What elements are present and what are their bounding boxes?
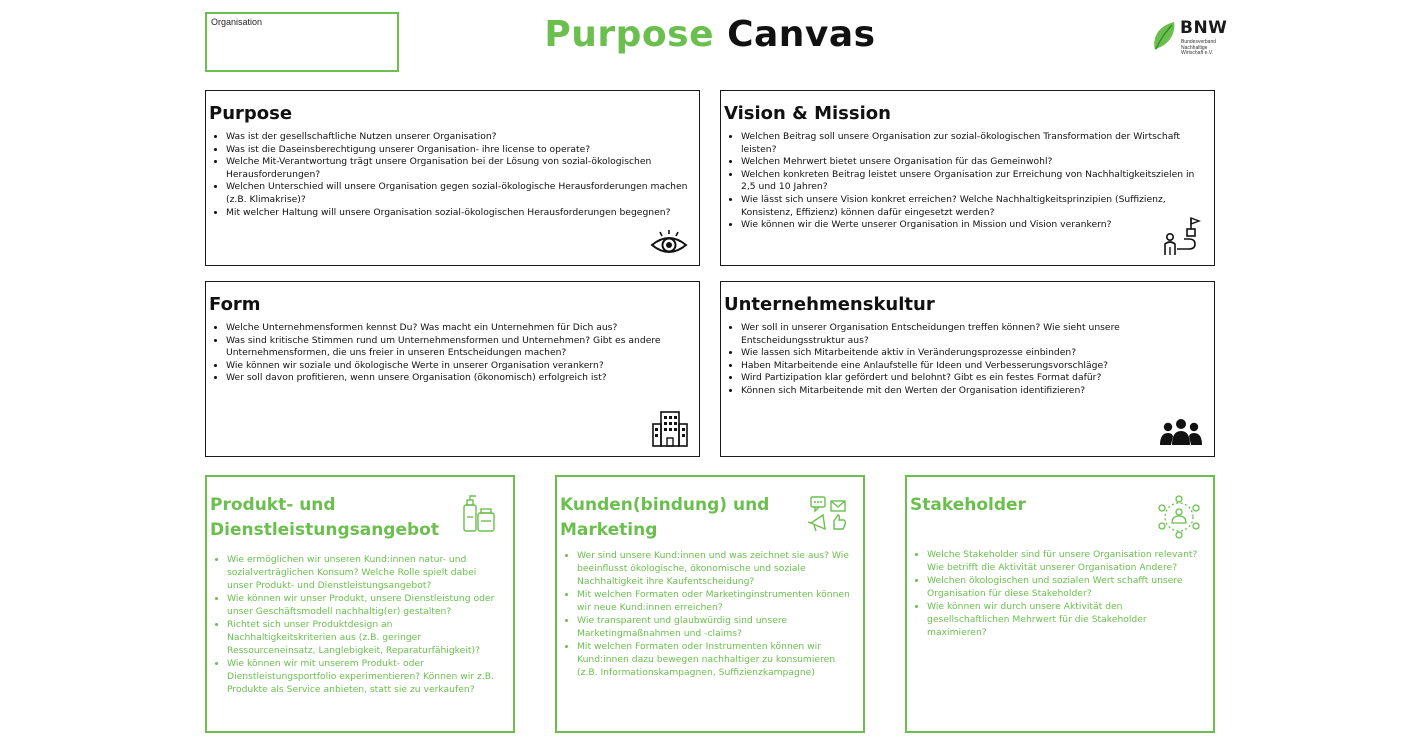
list-item: • Welchen Unterschied will unsere Organisation gegen sozial-ökologische Herausforderungen machen (z.B. Klimakrise)? [226, 181, 689, 206]
product-card [205, 475, 515, 733]
list-item: • Wer soll in unserer Organisation Entscheidungen treffen können? Wie sieht unsere Entscheidungsstruktur aus? [741, 322, 1204, 347]
list-item: • Haben Mitarbeitende eine Anlaufstelle für Ideen und Verbesserungsvorschläge? [741, 360, 1204, 373]
list-item: • Welchen Beitrag soll unsere Organisation zur sozial-ökologischen Transformation der Wirtschaft leisten? [741, 131, 1204, 156]
customers-title: Kunden(bindung) und Marketing [560, 495, 770, 540]
list-item: • Können sich Mitarbeitende mit den Werten der Organisation identifizieren? [741, 385, 1204, 398]
culture-questions [724, 322, 1204, 398]
form-card [205, 281, 700, 457]
marketing-icon [807, 495, 849, 533]
list-item: • Wie ermöglichen wir unseren Kund:innen natur- und sozialverträglichen Konsum? Welche Rolle spielt dabei unser Produkt- und Dienstleistungsangebot? [227, 553, 503, 592]
list-item: • Wer sind unsere Kund:innen und was zeichnet sie aus? Wie beeinflusst ökologische, ökonomische und soziale Nachhaltigkeit ihre Kaufentscheidung? [577, 549, 853, 588]
list-item: • Richtet sich unser Produktdesign an Nachhaltigkeitskriterien aus (z.B. geringer Ressourceneinsatz, Langlebigkeit, Reparaturfähigkeit)? [227, 618, 503, 657]
title-purpose: Purpose [544, 14, 715, 55]
list-item: • Mit welcher Haltung will unsere Organisation sozial-ökologischen Herausforderungen begegnen? [226, 207, 689, 220]
stakeholder-title: Stakeholder [910, 495, 1026, 515]
list-item: • Wie können wir durch unsere Aktivität den gesellschaftlichen Mehrwert für die Stakeholder maximieren? [927, 600, 1203, 639]
list-item: • Wie können wir mit unserem Produkt- oder Dienstleistungsportfolio experimentieren? Können wir z.B. Produkte als Service anbieten, statt sie zu verkaufen? [227, 657, 503, 696]
form-title: Form [209, 294, 261, 315]
product-questions [210, 553, 503, 696]
culture-card [720, 281, 1215, 457]
page-title [500, 12, 920, 58]
purpose-title: Purpose [209, 103, 293, 124]
list-item: • Wie lässt sich unsere Vision konkret erreichen? Welche Nachhaltigkeitsprinzipien (Suffizienz, Konsistenz, Effizienz) können dafür eingesetzt werden? [741, 194, 1204, 219]
leaf-icon [1152, 20, 1178, 52]
list-item: • Welche Stakeholder sind für unsere Organisation relevant? Wie betrifft die Aktivität unserer Organisation Andere? [927, 548, 1203, 574]
list-item: • Was sind kritische Stimmen rund um Unternehmensformen und Unternehmen? Gibt es andere Unternehmensformen, die uns freier in unseren Entscheidungen machen? [226, 335, 689, 360]
building-icon [651, 410, 689, 448]
culture-title: Unternehmenskultur [724, 294, 935, 315]
list-item: • Wie transparent und glaubwürdig sind unsere Marketingmaßnahmen und -claims? [577, 614, 853, 640]
list-item: • Mit welchen Formaten oder Instrumenten können wir Kund:innen dazu bewegen nachhaltiger zu konsumieren (z.B. Informationskampagnen, Suffizienzkampagne) [577, 640, 853, 679]
logo-tagline: Bundesverband Nachhaltige Wirtschaft e.V. [1181, 39, 1217, 56]
list-item: • Wie lassen sich Mitarbeitende aktiv in Veränderungsprozesse einbinden? [741, 347, 1204, 360]
stakeholder-questions [910, 548, 1203, 639]
title-canvas: Canvas [727, 14, 876, 55]
product-title: Produkt- und Dienstleistungsangebot [210, 495, 439, 540]
list-item: • Welchen Mehrwert bietet unsere Organisation für das Gemeinwohl? [741, 156, 1204, 169]
vision-title: Vision & Mission [724, 103, 891, 124]
purpose-card [205, 90, 700, 266]
list-item: • Was ist die Daseinsberechtigung unserer Organisation- ihre license to operate? [226, 144, 689, 157]
eye-icon [649, 229, 689, 257]
list-item: • Wird Partizipation klar gefördert und belohnt? Gibt es ein festes Format dafür? [741, 372, 1204, 385]
customers-card [555, 475, 865, 733]
list-item: • Welchen konkreten Beitrag leistet unsere Organisation zur Erreichung von Nachhaltigkeitszielen in 2,5 und 10 Jahren? [741, 169, 1204, 194]
form-questions [209, 322, 689, 385]
list-item: • Welche Unternehmensformen kennst Du? Was macht ein Unternehmen für Dich aus? [226, 322, 689, 335]
customers-questions [560, 549, 853, 679]
vision-card [720, 90, 1215, 266]
list-item: • Mit welchen Formaten oder Marketinginstrumenten können wir neue Kund:innen erreichen? [577, 588, 853, 614]
purpose-questions [209, 131, 689, 219]
list-item: • Wie können wir unser Produkt, unsere Dienstleistung oder unser Geschäftsmodell nachhaltig(er) gestalten? [227, 592, 503, 618]
list-item: • Wie können wir soziale und ökologische Werte in unserer Organisation verankern? [226, 360, 689, 373]
network-icon [1157, 495, 1201, 539]
list-item: • Welchen ökologischen und sozialen Wert schafft unsere Organisation für diese Stakeholder? [927, 574, 1203, 600]
vision-questions [724, 131, 1204, 232]
path-to-goal-icon [1162, 215, 1202, 257]
logo-brand: BNW [1180, 18, 1228, 38]
list-item: • Wie können wir die Werte unserer Organisation in Mission und Vision verankern? [741, 219, 1204, 232]
bnw-logo [1152, 18, 1232, 62]
products-icon [461, 495, 497, 533]
list-item: • Wer soll davon profitieren, wenn unsere Organisation (ökonomisch) erfolgreich ist? [226, 372, 689, 385]
group-icon [1160, 418, 1202, 446]
list-item: • Welche Mit-Verantwortung trägt unsere Organisation bei der Lösung von sozial-ökologischen Herausforderungen? [226, 156, 689, 181]
stakeholder-card [905, 475, 1215, 733]
organisation-field[interactable] [205, 12, 399, 72]
list-item: • Was ist der gesellschaftliche Nutzen unserer Organisation? [226, 131, 689, 144]
organisation-label: Organisation [211, 17, 263, 27]
